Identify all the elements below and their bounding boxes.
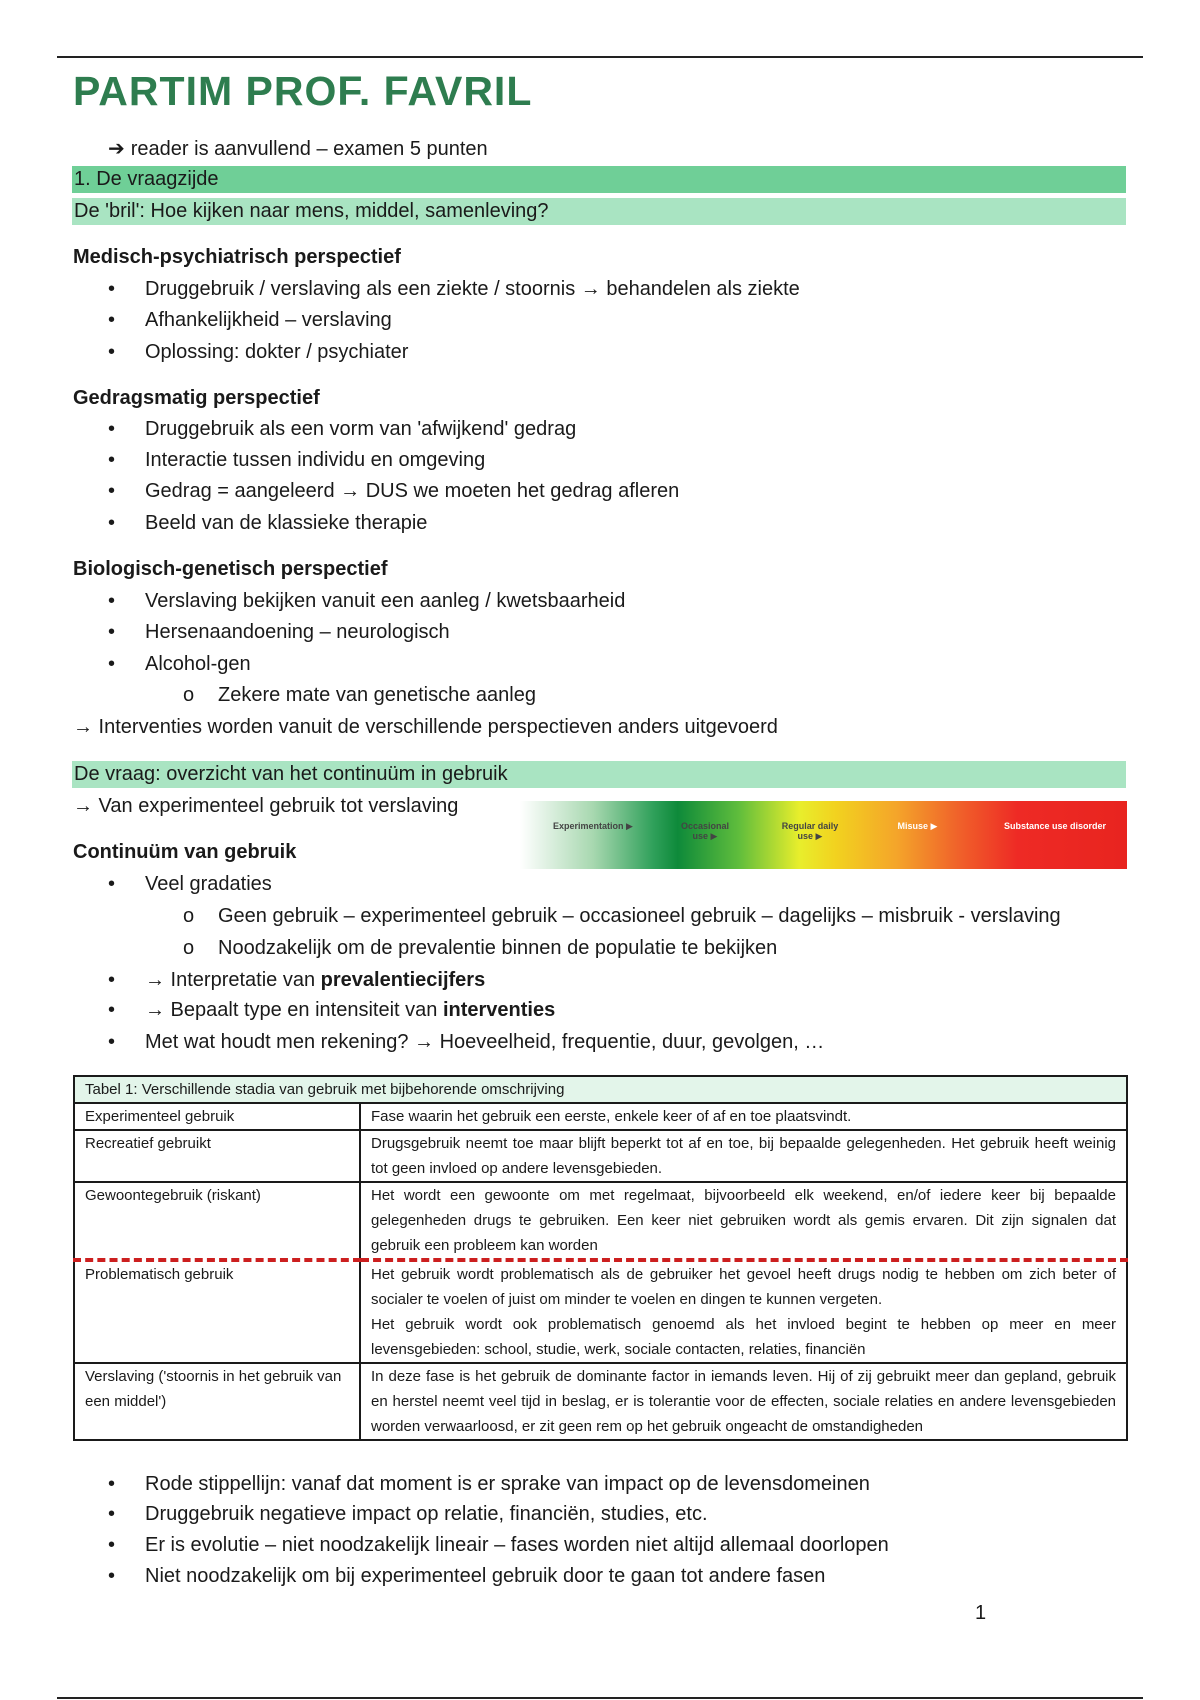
stage-description: Fase waarin het gebruik een eerste, enkele keer of af en toe plaatsvindt.	[360, 1103, 1127, 1130]
page-number: 1	[975, 1602, 987, 1624]
stage-description: In deze fase is het gebruik de dominante factor in iemands leven. Hij of zij gebruikt meer dan gepland, gebruik en herstel neemt veel tijd in beslag, er is tolerantie voor de effecten, sociale relaties en andere levensgebieden worden verwaarloosd, er zit geen rem op het gebruik ongeacht de omstandigheden	[360, 1363, 1127, 1440]
top-rule	[57, 56, 1143, 58]
stage-name: Experimenteel gebruik	[74, 1103, 360, 1130]
table-row	[74, 1182, 1127, 1260]
stage-name: Verslaving ('stoornis in het gebruik van een middel')	[74, 1363, 360, 1440]
continuum-heading-bar: De vraag: overzicht van het continuüm in gebruik	[72, 761, 1126, 788]
bottom-rule	[57, 1697, 1143, 1699]
spectrum-label-regular: Regular daily use ▶	[781, 821, 839, 841]
spectrum-label-experimentation: Experimentation ▶	[553, 821, 633, 831]
table-row	[74, 1130, 1127, 1182]
stage-description-part: Het gebruik wordt ook problematisch genoemd als het invloed begint te hebben op meer en meer levensgebieden: school, studie, werk, sociale contacten, relaties, financiën	[371, 1316, 1116, 1358]
heading-gedragsmatig: Gedragsmatig perspectief	[73, 387, 320, 409]
usage-spectrum-image	[520, 801, 1127, 869]
table-row	[74, 1103, 1127, 1130]
continuum-arrow-line: → Van experimenteel gebruik tot verslaving	[73, 795, 459, 817]
stage-description: Drugsgebruik neemt toe maar blijft beperkt tot af en toe, bij bepaalde gelegenheden. Het gebruik heeft weinig tot geen invloed op andere levensgebieden.	[360, 1130, 1127, 1182]
heading-medisch: Medisch-psychiatrisch perspectief	[73, 246, 401, 268]
spectrum-label-misuse: Misuse ▶	[897, 821, 938, 831]
table-caption: Tabel 1: Verschillende stadia van gebruik met bijbehorende omschrijving	[74, 1076, 1127, 1103]
intro-line	[108, 136, 488, 161]
heading-continuum: Continuüm van gebruik	[73, 841, 297, 863]
table-caption-row	[74, 1076, 1127, 1103]
arrow-icon: ➔	[108, 138, 125, 160]
spectrum-label-occasional: Occasional use ▶	[680, 821, 730, 841]
page-title: PARTIM PROF. FAVRIL	[73, 68, 533, 114]
stage-name: Recreatief gebruikt	[74, 1130, 360, 1182]
stages-table	[73, 1075, 1128, 1441]
stage-description-part: Het gebruik wordt problematisch als de gebruiker het gevoel heeft drugs nodig te hebben om zich beter of socialer te voelen of juist om minder te voelen en dingen te kunnen vergeten.	[371, 1266, 1116, 1308]
stage-description: Het wordt een gewoonte om met regelmaat, bijvoorbeeld elk weekend, en/of iedere keer bij bepaalde gelegenheden drugs te gebruiken. Een keer niet gebruiken wordt als gemis ervaren. Dit zijn signalen dat gebruik een probleem kan worden	[360, 1182, 1127, 1260]
table-row	[74, 1260, 1127, 1363]
stage-name: Problematisch gebruik	[74, 1260, 360, 1363]
stage-description	[360, 1260, 1127, 1363]
spectrum-label-disorder: Substance use disorder	[1003, 821, 1107, 831]
section-heading: 1. De vraagzijde	[72, 166, 1126, 193]
subsection-heading: De 'bril': Hoe kijken naar mens, middel, samenleving?	[72, 198, 1126, 225]
intro-text: reader is aanvullend – examen 5 punten	[130, 138, 488, 160]
interventions-note: → Interventies worden vanuit de verschillende perspectieven anders uitgevoerd	[73, 716, 778, 738]
table-row	[74, 1363, 1127, 1440]
heading-biologisch: Biologisch-genetisch perspectief	[73, 558, 388, 580]
stage-name: Gewoontegebruik (riskant)	[74, 1182, 360, 1260]
